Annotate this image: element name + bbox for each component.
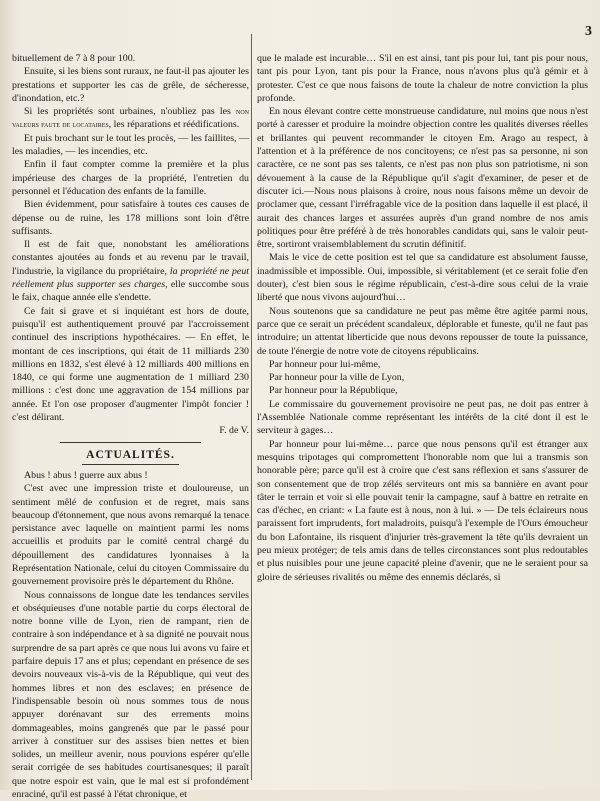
paragraph: Mais le vice de cette position est tel que sa candidature est absolument fausse, inadmissible et impossible. Oui, impossible, si véritablement (et ce serait folie d'en douter), c'est bien sous le régime républicain, c'est-à-dire sous celui de la vraie liberté que nous vivons aujourd'hui… [257, 252, 588, 304]
paragraph [12, 105, 249, 132]
column-divider [251, 34, 252, 780]
paragraph: Abus ! abus ! guerre aux abus ! [24, 469, 148, 481]
paragraph: C'est avec une impression triste et douloureuse, un sentiment mêlé de confusion et de regret, mais sans beaucoup d'étonnement, que nous avons remarqué la tenace persistance avec laquelle on maintient parmi les noms accueillis et produits par le comité central chargé du dépouillement des candidatures lyonnaises à la Représentation Nationale, celui du citoyen Commissaire du gouvernement provisoire près le département du Rhône. [12, 483, 249, 588]
text-run: Si les propriétés sont urbaines, n'oubliez pas les [24, 106, 231, 118]
left-column [12, 52, 249, 801]
paragraph: Par honneur pour lui-même… parce que nous pensons qu'il est étranger aux mesquins tripotages qui compromettent l'honorable nom que lui a transmis son honorable père; parce qu'il est à croire que c'est sans réflexion et sans s'assurer de son consentement que de trop zélés serviteurs ont mis sa bannière en avant pour tâter le terrain et voir si elle pouvait tenir la campagne, sauf à battre en retraite en cas d'échec, en criant: « La faute est à nous, non à lui. » — De tels éclaireurs nous paraissent fort imprudents, fort maladroits, puisqu'à l'exemple de l'Ours émoucheur du bon Lafontaine, ils risquent d'injurier très-gravement la tête qu'ils devraient un peu mieux protéger; de tels amis dans de telles circonstances sont plus redoutables et plus nuisibles pour une jeune capacité pleine d'avenir, que ne le seraient pour sa gloire de sérieuses rivalités ou même des ennemis déclarés, si [257, 438, 588, 583]
paragraph: Enfin il faut compter comme la première et la plus impérieuse des charges de la propriété, l'entretien du personnel et l'éducation des enfants de la famille. [12, 159, 249, 197]
paragraph: Ensuite, si les biens sont ruraux, ne faut-il pas ajouter les prestations et supporter les cas de grêle, de sécheresse, d'inondation, etc.? [12, 66, 249, 104]
honneur-line: Par honneur pour lui-même, [269, 358, 381, 370]
italic-text: la propriété ne peut réellement plus supporter ses charges [12, 265, 249, 291]
paragraph: En nous élevant contre cette monstrueuse candidature, nul moins que nous n'est porté à caresser et produire la moindre objection contre les qualités diverses réelles et brillantes qui peuvent recommander le citoyen Em. Arago au respect, à l'attention et à la préférence de nos concitoyens; ce n'est pas sa personne, ni son caractère, ce ne sont pas ses talents, ce n'est pas non plus son patriotisme, ni son dévouement à la cause de la République qu'il s'agit d'examiner, de peser et de discuter ici.—Nous nous plaisons à croire, nous nous faisons même un devoir de proclamer que, cessant l'irréfragable vice de la position dans laquelle il est placé, il aurait des chances larges et assurées auprès d'un grand nombre de nos amis politiques pour être préféré à de très honorables candidats qui, sans le valoir peut-être, sortiront vraisemblablement du scrutin définitif. [257, 106, 588, 251]
text-run: , elle succombe sous le faix, chaque année elle s'endette. [12, 279, 249, 304]
paragraph [12, 238, 249, 304]
paragraph: Bien évidemment, pour satisfaire à toutes ces causes de dépense ou de ruine, les 178 millions sont loin d'être suffisants. [12, 199, 249, 237]
paragraph: Ce fait si grave et si inquiétant est hors de doute, puisqu'il est authentiquement prouvé par l'accroissement continuel des inscriptions hypothécaires. — En effet, le montant de ces inscriptions, qui était de 11 milliards 230 millions en 1832, s'est élevé à 12 milliards 400 millions en 1840, ce qui forme une augmentation de 1 milliard 230 millions : c'est donc une aggravation de 154 millions par année. Et l'on ose proposer d'augmenter l'impôt foncier ! c'est délirant. [12, 305, 249, 424]
paragraph: Le commissaire du gouvernement provisoire ne peut pas, ne doit pas entrer à l'Assemblée Nationale comme représentant les intérêts de la cité dont il est le serviteur à gages… [257, 398, 588, 437]
section-title: ACTUALITÉS. [86, 448, 175, 461]
section-rule [60, 442, 201, 443]
right-column [257, 52, 588, 584]
text-run: Il est de fait que, nonobstant les améliorations constantes ajoutées au fonds et au revenu par le travail, l'industrie, la vigilance du propriétaire, [12, 239, 249, 277]
text-run: , les réparations et réédifications. [108, 119, 240, 131]
paragraph: Nous connaissons de longue date les tendances serviles et obséquieuses d'une notable partie du corps électoral de notre bonne ville de Lyon, rien de rampant, rien de contraire à son indépendance et à sa dignité ne pouvait nous surprendre de sa part après ce que nous lui avons vu faire et parfaire depuis 17 ans et plus; cependant en présence de ses devoirs nouveaux vis-à-vis de la République, qui veut des hommes libres et non des esclaves; en présence de l'indispensable besoin où nous sommes tous de nous appuyer dorénavant sur des errements moins dommageables, moins gangrenés que par le passé pour arriver à constituer sur des assises bien nettes et bien solides, un meilleur avenir, nous pouvions espérer qu'elle serait corrigée de ses habitudes courtisanesques; il paraît que notre espoir est vain, que le mal est si profondément enraciné, qu'il est passé à l'état chronique, et [12, 589, 249, 801]
page-number: 3 [585, 24, 592, 39]
paragraph: Et puis brochant sur le tout les procès, — les faillites, — les maladies, — les incendies, etc. [12, 132, 249, 158]
honneur-line: Par honneur pour la République, [269, 385, 398, 397]
honneur-line: Par honneur pour la ville de Lyon, [269, 372, 405, 384]
small-caps-text: non valeurs faute de locataires [12, 106, 249, 130]
section-rule [82, 464, 179, 465]
paragraph: bituellement de 7 à 8 pour 100. [12, 53, 136, 64]
signature: F. de V. [219, 425, 249, 437]
paragraph: que le malade est incurable… S'il en est ainsi, tant pis pour lui, tant pis pour nous, tant pis pour Lyon, tant pis pour la France, nous n'avons plus qu'à gémir et à protester. C'est ce que nous faisons de toute la chaleur de notre conviction la plus profonde. [257, 53, 588, 104]
paragraph: Nous soutenons que sa candidature ne peut pas même être agitée parmi nous, parce que ce serait un précédent scandaleux, déplorable et funeste, qu'il ne faut pas introduire; un attentat liberticide que nous devons repousser de toute la puissance, de toute l'énergie de notre vote de citoyens républicains. [257, 305, 588, 357]
